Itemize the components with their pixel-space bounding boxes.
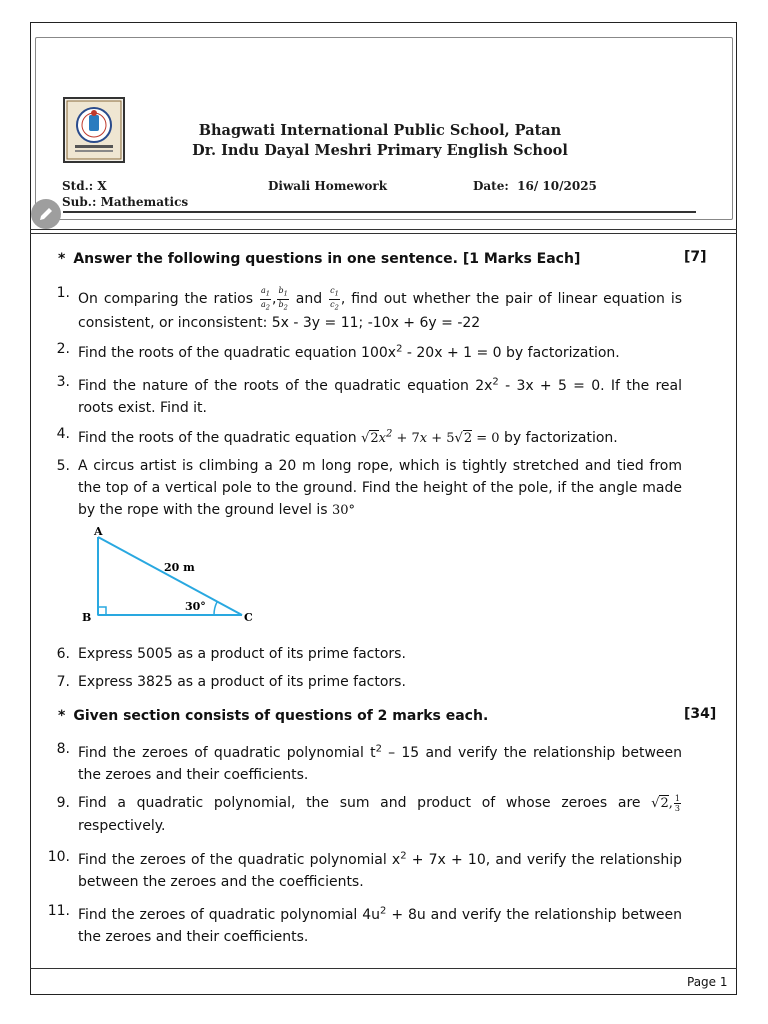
question-3: Find the nature of the roots of the quadratic equation $2x^2 - 3x + 5 = 0$. If the real roots exist. Find it. [78, 376, 683, 416]
angle-label: 30° [185, 600, 206, 613]
school-logo [63, 97, 125, 163]
question-10: Find the zeroes of the quadratic polynomial $x^2 + 7x + 10$, and verify the relationship between the zeroes and the coefficients. [78, 850, 682, 890]
question-6: Express 5005 as a product of its prime factors. [78, 646, 406, 662]
question-number: 4. [56, 426, 70, 442]
sum-product-values: √2, [651, 796, 673, 811]
question-4: Find the roots of the quadratic equation $√2x^2 + 7x + 5√2 = 0$ by factorization. [78, 428, 618, 446]
homework-title: Diwali Homework [268, 179, 388, 193]
question-number: 9. [56, 795, 70, 811]
one-third: $\frac{1}{3}$ [674, 793, 680, 813]
std-label: Std.: X [62, 179, 107, 193]
vertex-c: C [244, 611, 253, 624]
subject-label: Sub.: Mathematics [62, 195, 189, 209]
footer-rule [30, 968, 737, 969]
vertex-a: A [94, 525, 103, 538]
date-value: 16/ 10/2025 [517, 179, 597, 193]
school-subtitle: Dr. Indu Dayal Meshri Primary English School [192, 142, 568, 159]
school-name: Bhagwati International Public School, Patan [198, 122, 562, 139]
question-5: A circus artist is climbing a 20 m long rope, which is tightly stretched and tied from the top of a vertical pole to the ground. Find the height of the pole, if the angle made by the rope with the ground level is 30° [78, 458, 682, 518]
section-a-title: * Answer the following questions in one sentence. [1 Marks Each] [58, 251, 581, 267]
question-number: 10. [47, 849, 70, 865]
section-b-marks: [34] [684, 706, 717, 722]
question-number: 2. [56, 341, 70, 357]
question-7: Express 3825 as a product of its prime factors. [78, 674, 406, 690]
equation: $√2x^2 + 7x + 5√2 = 0$ [361, 428, 500, 446]
question-number: 11. [47, 903, 70, 919]
header-rule [63, 211, 696, 213]
question-number: 3. [56, 374, 70, 390]
question-1: On comparing the ratios $\frac{a_1}{a_2}$ , $\frac{b_1}{b_2}$ and $\frac{c_1}{c_2}$ , find out whether the pair of linear equation is consistent, or inconsistent: 5x - 3y = 11; -10x + 6y = -22 [78, 286, 683, 332]
divider-top [30, 229, 737, 230]
rope-line [98, 537, 242, 615]
section-b-title: * Given section consists of questions of 2 marks each. [58, 708, 489, 724]
page-number: Page 1 [687, 975, 728, 989]
vertex-b: B [82, 611, 92, 624]
ratio-c: $\frac{c_1}{c_2}$ [330, 286, 339, 312]
divider-top-2 [30, 233, 737, 234]
question-11: Find the zeroes of quadratic polynomial $4u^2 + 8u$ and verify the relationship between the zeroes and their coefficients. [78, 905, 682, 945]
section-a-marks: [7] [684, 249, 707, 265]
ratio-b: $\frac{b_1}{b_2}$ [278, 286, 288, 312]
logo-emblem-icon [65, 99, 123, 161]
side-label: 20 m [164, 561, 195, 574]
ratio-a: $\frac{a_1}{a_2}$ [260, 286, 271, 312]
question-2: Find the roots of the quadratic equation $100x^2 - 20x + 1 = 0$ by factorization. [78, 343, 620, 361]
date [473, 179, 597, 193]
question-number: 6. [56, 646, 70, 662]
date-label: Date: [473, 179, 509, 193]
question-9: Find a quadratic polynomial, the sum and product of whose zeroes are √2, $\frac{1}{3}$ respectively. [78, 793, 680, 834]
question-number: 1. [56, 285, 70, 301]
question-number: 8. [56, 741, 70, 757]
edit-pencil-icon[interactable] [30, 198, 62, 230]
angle-arc [214, 602, 217, 615]
right-angle-mark [98, 607, 106, 615]
question-8: Find the zeroes of quadratic polynomial $t^2 - 15$ and verify the relationship between the zeroes and their coefficients. [78, 743, 682, 783]
question-number: 5. [56, 458, 70, 474]
triangle-diagram [78, 523, 268, 628]
question-number: 7. [56, 674, 70, 690]
